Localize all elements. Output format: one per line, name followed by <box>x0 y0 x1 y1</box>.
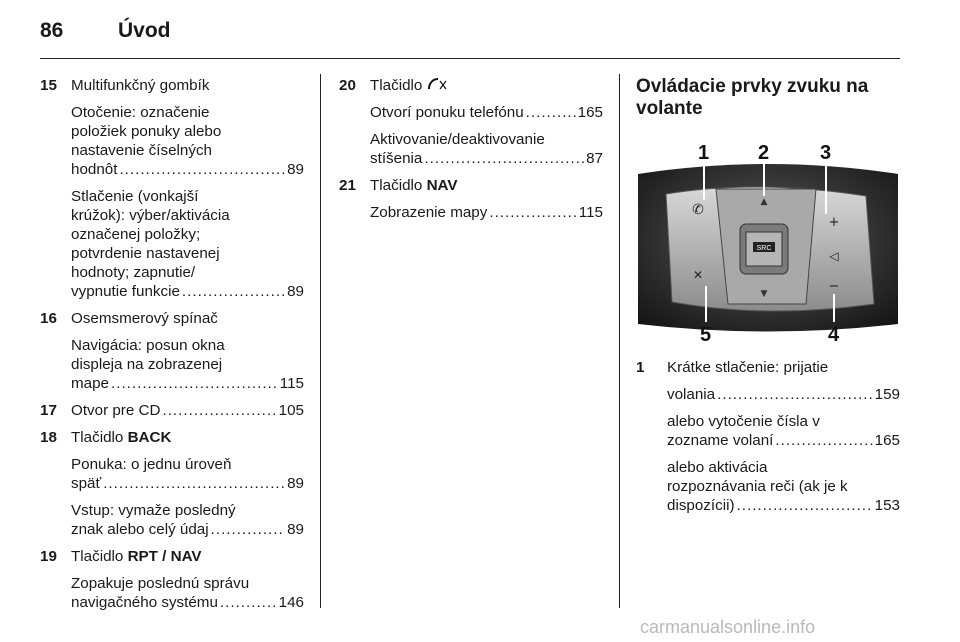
list-item-20 <box>339 76 603 168</box>
entry-text: Otvorí ponuku telefónu <box>370 104 524 121</box>
item-number: 20 <box>339 77 356 94</box>
description-line: displeja na zobrazenej <box>71 356 223 373</box>
item-description <box>667 412 900 450</box>
item-prefix: Tlačidlo <box>370 77 427 94</box>
entry-text: Otvor pre CD <box>71 402 161 419</box>
item-description <box>71 103 304 179</box>
list-item-16 <box>40 309 304 393</box>
description-line: nastavenie číselných <box>71 142 212 159</box>
page-reference: 159 <box>874 386 900 403</box>
leader-dots <box>111 374 278 393</box>
page-reference: 89 <box>287 475 304 492</box>
leader-dots <box>182 282 285 301</box>
page-title: Úvod <box>118 19 171 42</box>
svg-text:◁: ◁ <box>829 249 839 263</box>
list-item-15 <box>40 76 304 301</box>
section-heading: Ovládacie prvky zvuku na volante <box>636 76 869 119</box>
description-line: krúžok): výber/aktivácia <box>71 207 230 224</box>
leader-dots <box>717 385 873 404</box>
entry-text: dispozícii) <box>667 497 735 514</box>
item-number: 21 <box>339 177 356 194</box>
item-number: 16 <box>40 310 57 327</box>
list-item-21 <box>339 176 603 222</box>
header-rule <box>40 58 900 59</box>
column-left <box>40 76 304 620</box>
svg-text:✆: ✆ <box>692 202 704 218</box>
leader-dots <box>162 401 276 420</box>
item-number: 1 <box>636 359 645 376</box>
item-description <box>71 336 304 393</box>
item-description <box>71 187 304 301</box>
button-name: RPT / NAV <box>127 548 202 565</box>
page-reference: 165 <box>577 104 603 121</box>
description-line: alebo aktivácia <box>667 459 768 476</box>
phone-mute-icon <box>427 77 449 91</box>
callout-4: 4 <box>828 324 840 346</box>
toc-leader-line <box>71 282 304 301</box>
toc-leader-line <box>667 496 900 515</box>
src-label: SRC <box>756 245 772 252</box>
column-divider-2 <box>619 74 620 608</box>
item-description <box>71 501 304 539</box>
leader-dots <box>489 203 576 222</box>
page-reference: 115 <box>279 375 304 392</box>
item-description <box>370 203 603 222</box>
leader-dots <box>775 431 872 450</box>
description-line: Otočenie: označenie <box>71 104 210 121</box>
steering-wheel-illustration <box>636 134 900 346</box>
item-label <box>71 547 304 566</box>
item-number: 15 <box>40 77 57 94</box>
entry-text: volania <box>667 386 716 403</box>
leader-dots <box>220 593 277 612</box>
toc-leader-line <box>71 160 304 179</box>
description-line: rozpoznávania reči (ak je k <box>667 478 848 495</box>
column-right <box>636 76 900 523</box>
entry-text: znak alebo celý údaj <box>71 521 209 538</box>
toc-leader-line <box>71 474 304 493</box>
entry-text: mape <box>71 375 109 392</box>
page-reference: 89 <box>287 161 304 178</box>
entry-text: navigačného systému <box>71 594 218 611</box>
item-number: 19 <box>40 548 57 565</box>
page-header <box>0 0 960 58</box>
page-reference: 115 <box>578 204 603 221</box>
item-label <box>370 76 603 95</box>
callout-5: 5 <box>700 324 712 346</box>
description-line: položiek ponuky alebo <box>71 123 222 140</box>
item-number: 17 <box>40 402 57 419</box>
callout-2: 2 <box>758 142 770 164</box>
toc-leader-line <box>370 203 603 222</box>
leader-dots <box>211 520 285 539</box>
item-description <box>71 574 304 612</box>
entry-text: Zobrazenie mapy <box>370 204 488 221</box>
page-reference: 105 <box>278 402 304 419</box>
svg-text:▲: ▲ <box>760 197 768 207</box>
item-description <box>667 458 900 515</box>
callout-3: 3 <box>820 142 832 164</box>
entry-text: späť <box>71 475 102 492</box>
svg-text:−: − <box>828 279 840 294</box>
watermark: carmanualsonline.info <box>640 617 816 637</box>
entry-text: hodnôt <box>71 161 118 178</box>
toc-leader-line <box>667 431 900 450</box>
description-line: Zopakuje poslednú správu <box>71 575 250 592</box>
toc-leader-line <box>370 103 603 122</box>
steering-wheel-controls-photo <box>636 134 900 346</box>
item-label <box>370 176 603 195</box>
item-leader <box>71 401 304 420</box>
svg-text:+: + <box>828 215 840 230</box>
entry-text: zozname volaní <box>667 432 774 449</box>
item-prefix: Tlačidlo <box>370 177 427 194</box>
button-name: NAV <box>426 177 458 194</box>
callout-1: 1 <box>698 142 710 164</box>
leader-dots <box>737 496 873 515</box>
leader-dots <box>103 474 285 493</box>
item-label: Krátke stlačenie: prijatie <box>667 359 829 376</box>
description-line: hodnoty; zapnutie/ <box>71 264 196 281</box>
page-reference: 146 <box>278 594 304 611</box>
column-middle <box>339 76 603 230</box>
page-reference: 153 <box>874 497 900 514</box>
svg-text:▼: ▼ <box>760 289 768 299</box>
description-line: Aktivovanie/deaktivovanie <box>370 131 545 148</box>
toc-leader-line <box>71 374 304 393</box>
list-item-17 <box>40 401 304 420</box>
item-label <box>71 428 304 447</box>
toc-leader-line <box>71 593 304 612</box>
leader-dots <box>424 149 584 168</box>
entry-text: stíšenia <box>370 150 423 167</box>
item-label: Osemsmerový spínač <box>71 310 218 327</box>
description-line: alebo vytočenie čísla v <box>667 413 820 430</box>
page-reference: 165 <box>874 432 900 449</box>
leader-dots <box>119 160 285 179</box>
item-description <box>667 385 900 404</box>
item-number: 18 <box>40 429 57 446</box>
description-line: označenej položky; <box>71 226 201 243</box>
page-reference: 89 <box>287 283 304 300</box>
list-item-18 <box>40 428 304 539</box>
leader-dots <box>526 103 576 122</box>
item-label: Multifunkčný gombík <box>71 77 210 94</box>
svg-text:✕: ✕ <box>692 268 704 282</box>
page-number: 86 <box>40 19 64 42</box>
description-line: Navigácia: posun okna <box>71 337 225 354</box>
toc-leader-line <box>370 149 603 168</box>
item-description <box>71 455 304 493</box>
list-item-19 <box>40 547 304 612</box>
entry-text: vypnutie funkcie <box>71 283 180 300</box>
item-prefix: Tlačidlo <box>71 548 128 565</box>
item-prefix: Tlačidlo <box>71 429 128 446</box>
description-line: Ponuka: o jednu úroveň <box>71 456 232 473</box>
toc-leader-line <box>71 520 304 539</box>
item-description <box>370 130 603 168</box>
description-line: Stlačenie (vonkajší <box>71 188 199 205</box>
item-description <box>370 103 603 122</box>
page-reference: 89 <box>287 521 304 538</box>
button-name: BACK <box>127 429 172 446</box>
toc-leader-line <box>667 385 900 404</box>
column-divider-1 <box>320 74 321 608</box>
page-reference: 87 <box>586 150 603 167</box>
description-line: Vstup: vymaže posledný <box>71 502 236 519</box>
list-item-1 <box>636 358 900 515</box>
description-line: potvrdenie nastavenej <box>71 245 220 262</box>
